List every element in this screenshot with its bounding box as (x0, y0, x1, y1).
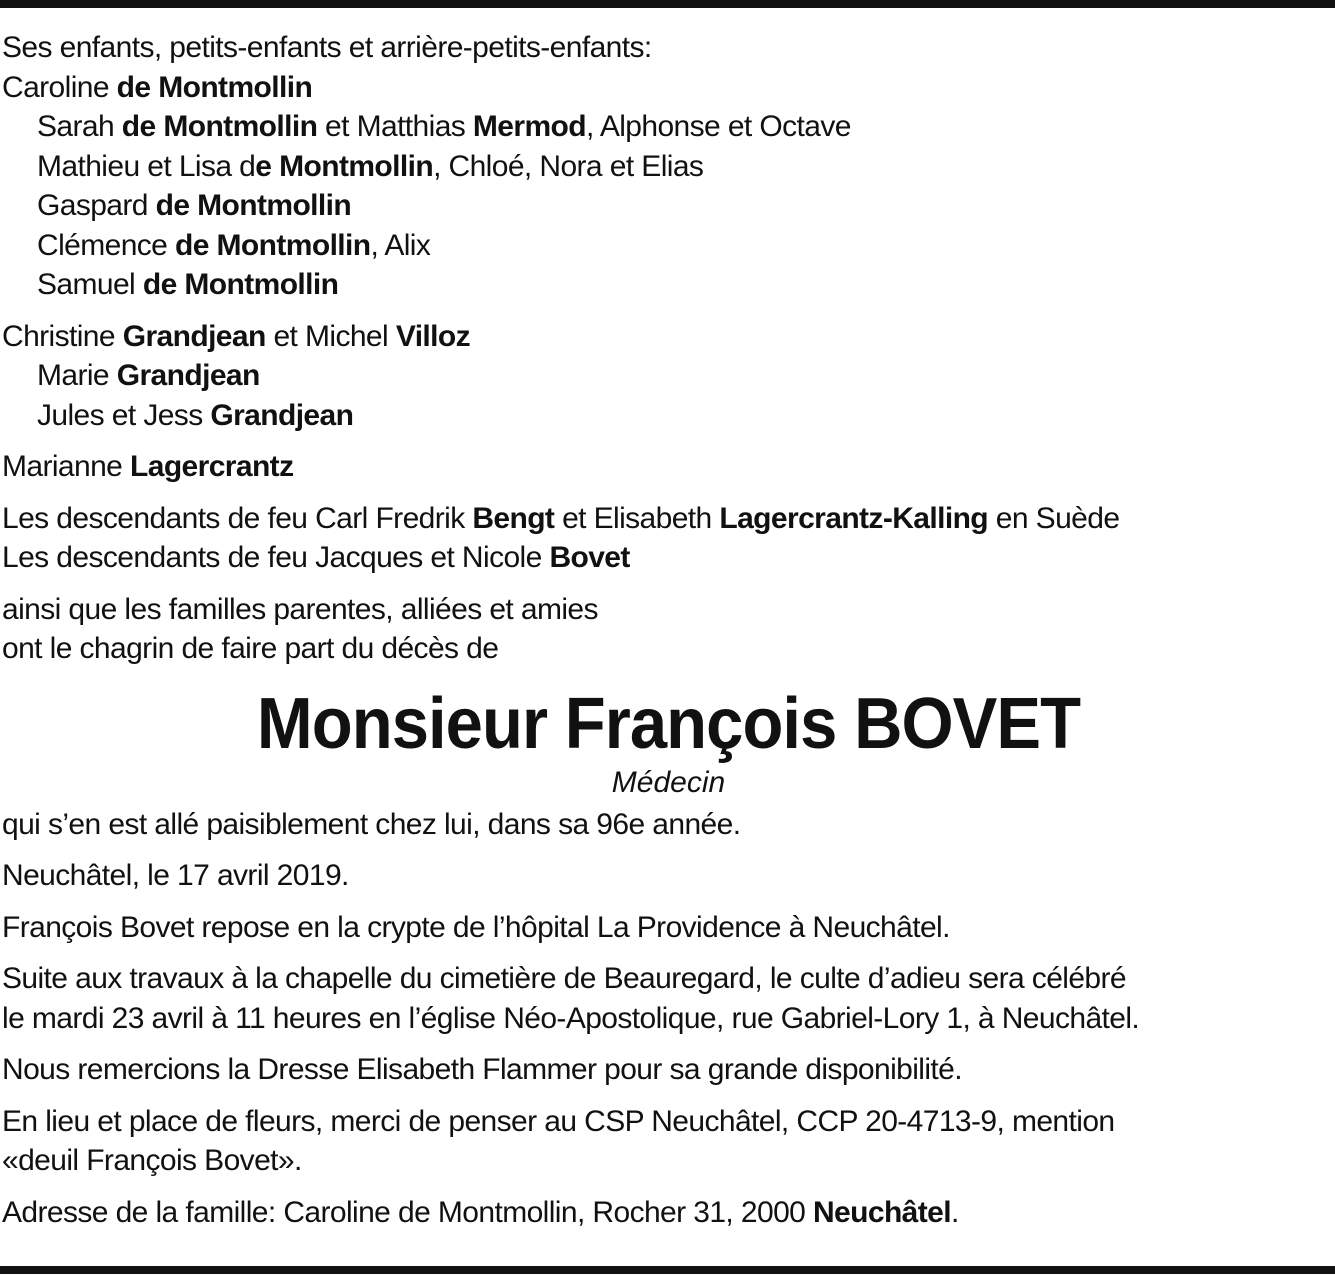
obituary-notice (2, 28, 1335, 1232)
surname: de Montmollin (155, 189, 352, 222)
spacer (2, 578, 1335, 590)
spacer (2, 435, 1335, 447)
family-line-caroline (2, 68, 1335, 108)
text: et Matthias (317, 110, 473, 143)
thanks-line: Nous remercions la Dresse Elisabeth Flammer pour sa grande disponibilité. (2, 1053, 962, 1086)
intro-line (2, 28, 1335, 68)
deceased-profession: Médecin (611, 765, 726, 799)
spacer (2, 896, 1335, 908)
service-line-1: Suite aux travaux à la chapelle du cimetière de Beauregard, le culte d’adieu sera célébré (2, 962, 1126, 995)
text: . (950, 1195, 959, 1229)
surname: de Montmollin (116, 70, 313, 104)
spacer (2, 1181, 1335, 1193)
text: Sarah (37, 110, 122, 143)
passed-line: qui s’en est allé paisiblement chez lui, dans sa 96e année. (2, 807, 741, 841)
deceased-name: Monsieur François BOVET (256, 683, 1081, 764)
spacer (2, 844, 1335, 856)
family-line-sarah (2, 107, 1335, 147)
surname: de Montmollin (142, 268, 339, 301)
text: en Suède (988, 501, 1120, 535)
surname: Lagercrantz-Kalling (719, 501, 989, 535)
text: Jules et Jess (37, 398, 211, 432)
text: Mathieu et Lisa d (37, 149, 256, 183)
spacer (2, 947, 1335, 959)
text: Marianne (2, 450, 131, 483)
surname: Villoz (395, 319, 471, 353)
text: Les descendants de feu Jacques et Nicole (2, 541, 550, 574)
text: , Alix (370, 228, 431, 262)
intro-text: Ses enfants, petits-enfants et arrière-petits-enfants: (2, 31, 652, 64)
descendants-line-1 (2, 499, 1335, 539)
family-line-clemence (2, 226, 1335, 266)
text: , Chloé, Nora et Elias (433, 149, 704, 183)
family-line-marie (2, 356, 1335, 396)
surname: de Montmollin (121, 110, 318, 143)
spacer (2, 1038, 1335, 1050)
city: Neuchâtel (812, 1195, 951, 1229)
surname: Grandjean (116, 359, 260, 392)
flowers-line-1: En lieu et place de fleurs, merci de penser au CSP Neuchâtel, CCP 20-4713-9, mention (2, 1104, 1115, 1138)
family-line-jules (2, 396, 1335, 436)
surname: Grandjean (210, 398, 354, 432)
text: Samuel (37, 268, 143, 301)
reposes-line: François Bovet repose en la crypte de l’hôpital La Providence à Neuchâtel. (2, 910, 950, 944)
family-line-samuel (2, 265, 1335, 305)
text: , Alphonse et Octave (586, 110, 851, 143)
text: Marie (37, 359, 117, 392)
spacer (2, 305, 1335, 317)
text: et Elisabeth (554, 501, 720, 535)
family-line-marianne (2, 447, 1335, 487)
text: Clémence (37, 228, 175, 262)
family-line-christine (2, 317, 1335, 357)
surname: e Montmollin (255, 149, 434, 183)
bottom-rule (0, 1266, 1335, 1274)
surname: Bengt (472, 501, 555, 535)
text: et Michel (265, 319, 396, 353)
service-line-2: le mardi 23 avril à 11 heures en l’église Néo-Apostolique, rue Gabriel-Lory 1, à Neuchâtel. (2, 1001, 1140, 1035)
spacer (2, 1090, 1335, 1102)
spacer (2, 487, 1335, 499)
place-date-line: Neuchâtel, le 17 avril 2019. (2, 859, 349, 892)
text: Caroline (2, 70, 117, 104)
text: Gaspard (37, 189, 156, 222)
family-line-mathieu (2, 147, 1335, 187)
surname: Grandjean (122, 319, 266, 353)
descendants-line-2 (2, 538, 1335, 578)
announce-line-2: ont le chagrin de faire part du décès de (2, 632, 499, 665)
announce-line-1: ainsi que les familles parentes, alliées et amies (2, 592, 598, 626)
flowers-line-2: «deuil François Bovet». (2, 1144, 302, 1177)
text: Les descendants de feu Carl Fredrik (2, 501, 473, 535)
surname: Bovet (549, 541, 630, 574)
text: Christine (2, 319, 123, 353)
family-line-gaspard (2, 186, 1335, 226)
top-rule (0, 0, 1335, 8)
surname: Mermod (472, 110, 586, 143)
surname: de Montmollin (175, 228, 371, 262)
surname: Lagercrantz (130, 450, 294, 483)
text: Adresse de la famille: Caroline de Montmollin, Rocher 31, 2000 (2, 1195, 813, 1229)
address-line (2, 1193, 1335, 1233)
